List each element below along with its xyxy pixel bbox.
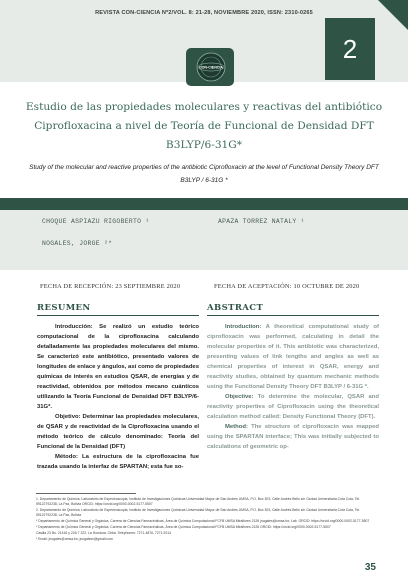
article-number-box bbox=[325, 18, 375, 80]
resumen-heading: RESUMEN bbox=[37, 303, 199, 316]
abstract-column bbox=[207, 303, 379, 452]
author-name: CHOQUE ASPIAZU RIGOBERTO ¹ bbox=[42, 218, 150, 225]
resumen-intro-text: Se realizó un estudio teórico computacional de la ciprofloxacina calculando detalladamente las propiedades moleculares del mismo. Se caracterizó este antibiótico, presentado valores de longitudes de enlace y ángulos, así como de propiedades químicas de interés en estudios QSAR, de energías y de reactividad, obtenidos por métodos mecano cuánticos utilizando la Teoría Funcional de Densidad DFT B3LYP/6-31G*. bbox=[37, 324, 199, 410]
footnote: Casilla 23 Bo. 21416 y 22A 7 222, La Hondura. Cbba. Telephones: 7271-4876, 7271-9214 bbox=[36, 531, 172, 536]
page-number: 35 bbox=[364, 562, 376, 573]
article-title: Estudio de las propiedades moleculares y reactivas del antibiótico Ciprofloxacina a nivel de Teoría de Funcional de Densidad DFT B3LYP/6-31G* bbox=[25, 101, 383, 151]
journal-citation: REVISTA CON-CIENCIA Nº2/VOL. 8: 21-28, NOVIEMBRE 2020, ISSN: 2310-0265 bbox=[95, 10, 313, 16]
authors-band bbox=[0, 198, 408, 270]
footnote-divider bbox=[36, 493, 136, 494]
abstract-heading: ABSTRACT bbox=[207, 303, 379, 316]
resumen-paragraph bbox=[37, 412, 199, 452]
received-date: FECHA DE RECEPCIÓN: 23 SEPTIEMBRE 2020 bbox=[40, 283, 181, 290]
article-subtitle: Study of the molecular and reactive properties of the antibiotic Ciprofloxacin at the level of Functional Density Theory DFT B3LYP / 6-31G * bbox=[29, 164, 379, 184]
accepted-date: FECHA DE ACEPTACIÓN: 10 OCTUBRE DE 2020 bbox=[214, 283, 360, 290]
resumen-objective-label: Objetivo: bbox=[55, 414, 81, 420]
abstract-body bbox=[207, 316, 379, 452]
footnote: * Email: jnogales@umsa.bo; jnogalesv@gmail.com bbox=[36, 537, 113, 542]
resumen-intro-label: Introducción: bbox=[55, 324, 93, 330]
footnote: * Departamento de Química General y Orgánica, Carrera de Ciencias Farmacéuticas, Área de Química Computacional FCFB UMSA Miraflores 2126 ORCID: https://orcid.org/0000-0002-5177-5507 bbox=[36, 525, 331, 530]
resumen-paragraph bbox=[37, 452, 199, 472]
abstract-method-label: Method: bbox=[225, 424, 248, 430]
resumen-paragraph bbox=[37, 322, 199, 412]
resumen-body bbox=[37, 316, 199, 472]
abstract-intro-label: Introduction: bbox=[225, 324, 262, 330]
abstract-paragraph bbox=[207, 422, 379, 452]
resumen-method-text: La estructura de la ciprofloxacina fue trazada usando la interfaz de SPARTAN; esta fue so- bbox=[37, 454, 199, 470]
abstract-paragraph bbox=[207, 392, 379, 422]
authors-band-bar bbox=[0, 198, 408, 210]
abstract-intro-text: A theoretical computational study of ciprofloxacin was performed, calculating in detail the molecular properties of it. This antibiotic was characterized, presenting values of link lengths and angles as well as chemical properties of interest in QSAR, energy and reactivity studies, obtained by quantum mechanic methods using the Functional Density Theory DFT B3LYP / 6-31G *. bbox=[207, 324, 379, 390]
resumen-column bbox=[37, 303, 199, 472]
footnote: 1. Departamento de Química, Laboratorio de Espectroscopia, Instituto de Investigaciones Químicas Universidad Mayor de San Andrés UMSA, P.O. Box 303, Calle Andrés Bello s/n Ciudad Universitaria Cota Cota, Tel. 59122792238, La Paz, Bolivia ORCID: https://orcid.org/0000-0002-5177-5507 bbox=[36, 497, 361, 507]
footnote: * Departamento de Química General y Orgánica, Carrera de Ciencias Farmacéuticas, Área de Química Computacional FCFB UMSA Miraflores 2126 jnogales@umsa.bo; Lab. ORCID: https://orcid.org/0000-0002-5177-5507 bbox=[36, 519, 370, 524]
logo-frame bbox=[186, 48, 234, 86]
abstract-objective-label: Objective: bbox=[225, 394, 254, 400]
svg-text:CON-CIENCIA: CON-CIENCIA bbox=[199, 65, 223, 70]
abstract-paragraph bbox=[207, 322, 379, 392]
footnote: 2. Departamento de Química, Laboratorio de Espectroscopia, Instituto de Investigaciones Químicas Universidad Mayor de San Andrés UMSA, P.O. Box 303, Calle Andrés Bello s/n Ciudad Universitaria Cota Cota, Tel. 59122792238, La Paz, Bolivia bbox=[36, 508, 361, 518]
abstract-method-text: The structure of ciprofloxacin was mapped using the SPARTAN interface; This was initially subjected to calculations of geometric op- bbox=[207, 424, 379, 450]
resumen-objective-text: Determinar las propiedades moleculares, de QSAR y de reactividad de la Ciprofloxacina usando el método teórico de cálculo denominado: Teoría del Funcional de la Densidad (DFT) bbox=[37, 414, 199, 450]
author-name: APAZA TORREZ NATALY ¹ bbox=[218, 218, 305, 225]
abstract-objective-text: To determine the molecular, QSAR and reactivity properties of Ciprofloxacin using the theoretical calculation method called: Density Functional Theory (DFT). bbox=[207, 394, 379, 420]
journal-logo-icon bbox=[196, 52, 226, 82]
author-name: NOGALES, JORGE ²* bbox=[42, 240, 113, 247]
resumen-method-label: Método: bbox=[55, 454, 78, 460]
footnotes bbox=[36, 497, 372, 543]
article-number: 2 bbox=[342, 33, 358, 64]
